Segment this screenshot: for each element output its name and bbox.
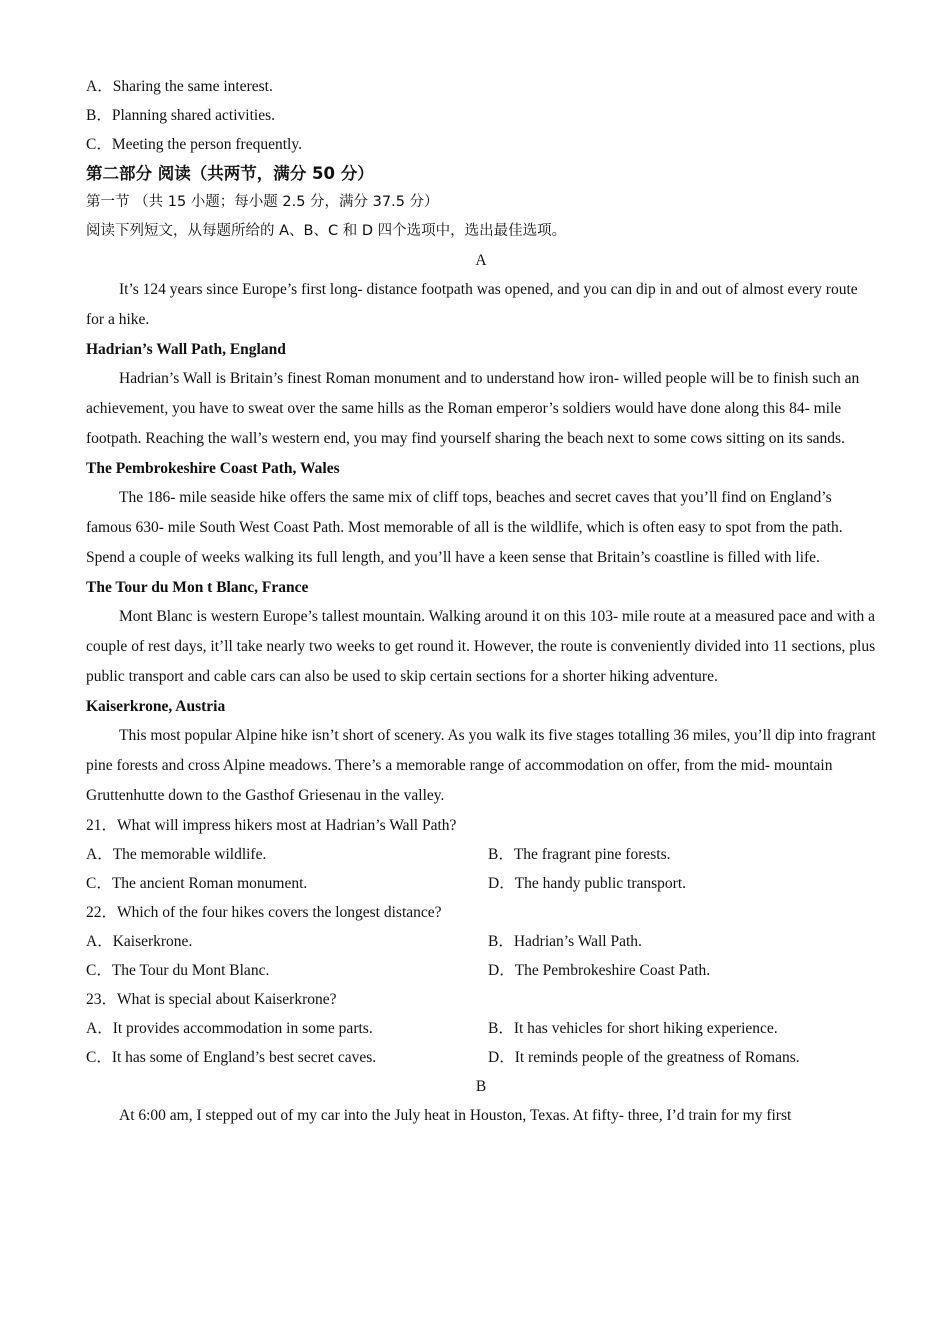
section-text-kaiserkrone: This most popular Alpine hike isn’t short of scenery. As you walk its five stages totalling 36 miles, you’ll dip into fragrant pine forests and cross Alpine meadows. There’s a memorable range of accommodation on offer, from the mid- mountain Gruttenhutte down to the Gasthof Griesenau in the valley. <box>86 727 876 804</box>
question-22-option-a: A．Kaiserkrone. <box>86 933 193 950</box>
prev-option-a: A．Sharing the same interest. <box>86 78 273 95</box>
question-21-option-d: D．The handy public transport. <box>488 875 687 892</box>
passage-a-label: A <box>475 252 487 269</box>
question-23-stem: 23．What is special about Kaiserkrone? <box>86 991 337 1008</box>
passage-a-intro: It’s 124 years since Europe’s first long- distance footpath was opened, and you can dip in and out of almost every route for a hike. <box>86 281 858 328</box>
section-text-hadrian: Hadrian’s Wall is Britain’s finest Roman monument and to understand how iron- willed people will be to finish such an achievement, you have to sweat over the same hills as the Roman emperor’s soldiers would have done along this 84- mile footpath. Reaching the wall’s western end, you may find yourself sharing the beach next to some cows sitting on its sands. <box>86 370 860 447</box>
section-text-mont-blanc: Mont Blanc is western Europe’s tallest mountain. Walking around it on this 103- mile route at a measured pace and with a couple of rest days, it’ll take nearly two weeks to get round it. However, the route is conveniently divided into 11 sections, plus public transport and cable cars can also be used to skip certain sections for a shorter hiking adventure. <box>86 608 876 685</box>
prev-option-b: B．Planning shared activities. <box>86 107 275 124</box>
question-21-row-1 <box>86 840 876 869</box>
question-21-row-2 <box>86 869 876 898</box>
question-23-row-2 <box>86 1043 876 1072</box>
prev-option-c: C．Meeting the person frequently. <box>86 136 302 153</box>
question-22-row-2 <box>86 956 876 985</box>
question-23-option-c: C．It has some of England’s best secret caves. <box>86 1049 377 1066</box>
question-21-stem: 21．What will impress hikers most at Hadrian’s Wall Path? <box>86 817 457 834</box>
question-23-row-1 <box>86 1014 876 1043</box>
question-22-row-1 <box>86 927 876 956</box>
question-22-option-b: B．Hadrian’s Wall Path. <box>488 933 642 950</box>
part-title: 第二部分 阅读（共两节，满分 50 分） <box>86 164 374 183</box>
question-22-stem: 22．Which of the four hikes covers the longest distance? <box>86 904 442 921</box>
section-title-hadrian: Hadrian’s Wall Path, England <box>86 341 286 358</box>
question-22-option-d: D．The Pembrokeshire Coast Path. <box>488 962 711 979</box>
question-21-option-c: C．The ancient Roman monument. <box>86 875 308 892</box>
passage-b-label: B <box>475 1078 487 1095</box>
exam-page <box>86 72 876 1131</box>
question-23-option-b: B．It has vehicles for short hiking experience. <box>488 1020 778 1037</box>
question-21-option-b: B．The fragrant pine forests. <box>488 846 671 863</box>
question-23-option-d: D．It reminds people of the greatness of Romans. <box>488 1049 800 1066</box>
section-title-kaiserkrone: Kaiserkrone, Austria <box>86 698 226 715</box>
section-title-mont-blanc: The Tour du Mon t Blanc, France <box>86 579 309 596</box>
instruction: 阅读下列短文，从每题所给的 A、B、C 和 D 四个选项中，选出最佳选项。 <box>86 223 567 239</box>
question-21-option-a: A．The memorable wildlife. <box>86 846 267 863</box>
question-22-option-c: C．The Tour du Mont Blanc. <box>86 962 270 979</box>
section-title-pembrokeshire: The Pembrokeshire Coast Path, Wales <box>86 460 340 477</box>
question-23-option-a: A．It provides accommodation in some parts. <box>86 1020 373 1037</box>
section-note: 第一节 （共 15 小题；每小题 2.5 分，满分 37.5 分） <box>86 194 439 210</box>
section-text-pembrokeshire: The 186- mile seaside hike offers the same mix of cliff tops, beaches and secret caves that you’ll find on England’s famous 630- mile South West Coast Path. Most memorable of all is the wildlife, which is often easy to spot from the path. Spend a couple of weeks walking its full length, and you’ll have a keen sense that Britain’s coastline is filled with life. <box>86 489 843 566</box>
passage-b-intro: At 6:00 am, I stepped out of my car into the July heat in Houston, Texas. At fifty- three, I’d train for my first <box>119 1107 792 1124</box>
